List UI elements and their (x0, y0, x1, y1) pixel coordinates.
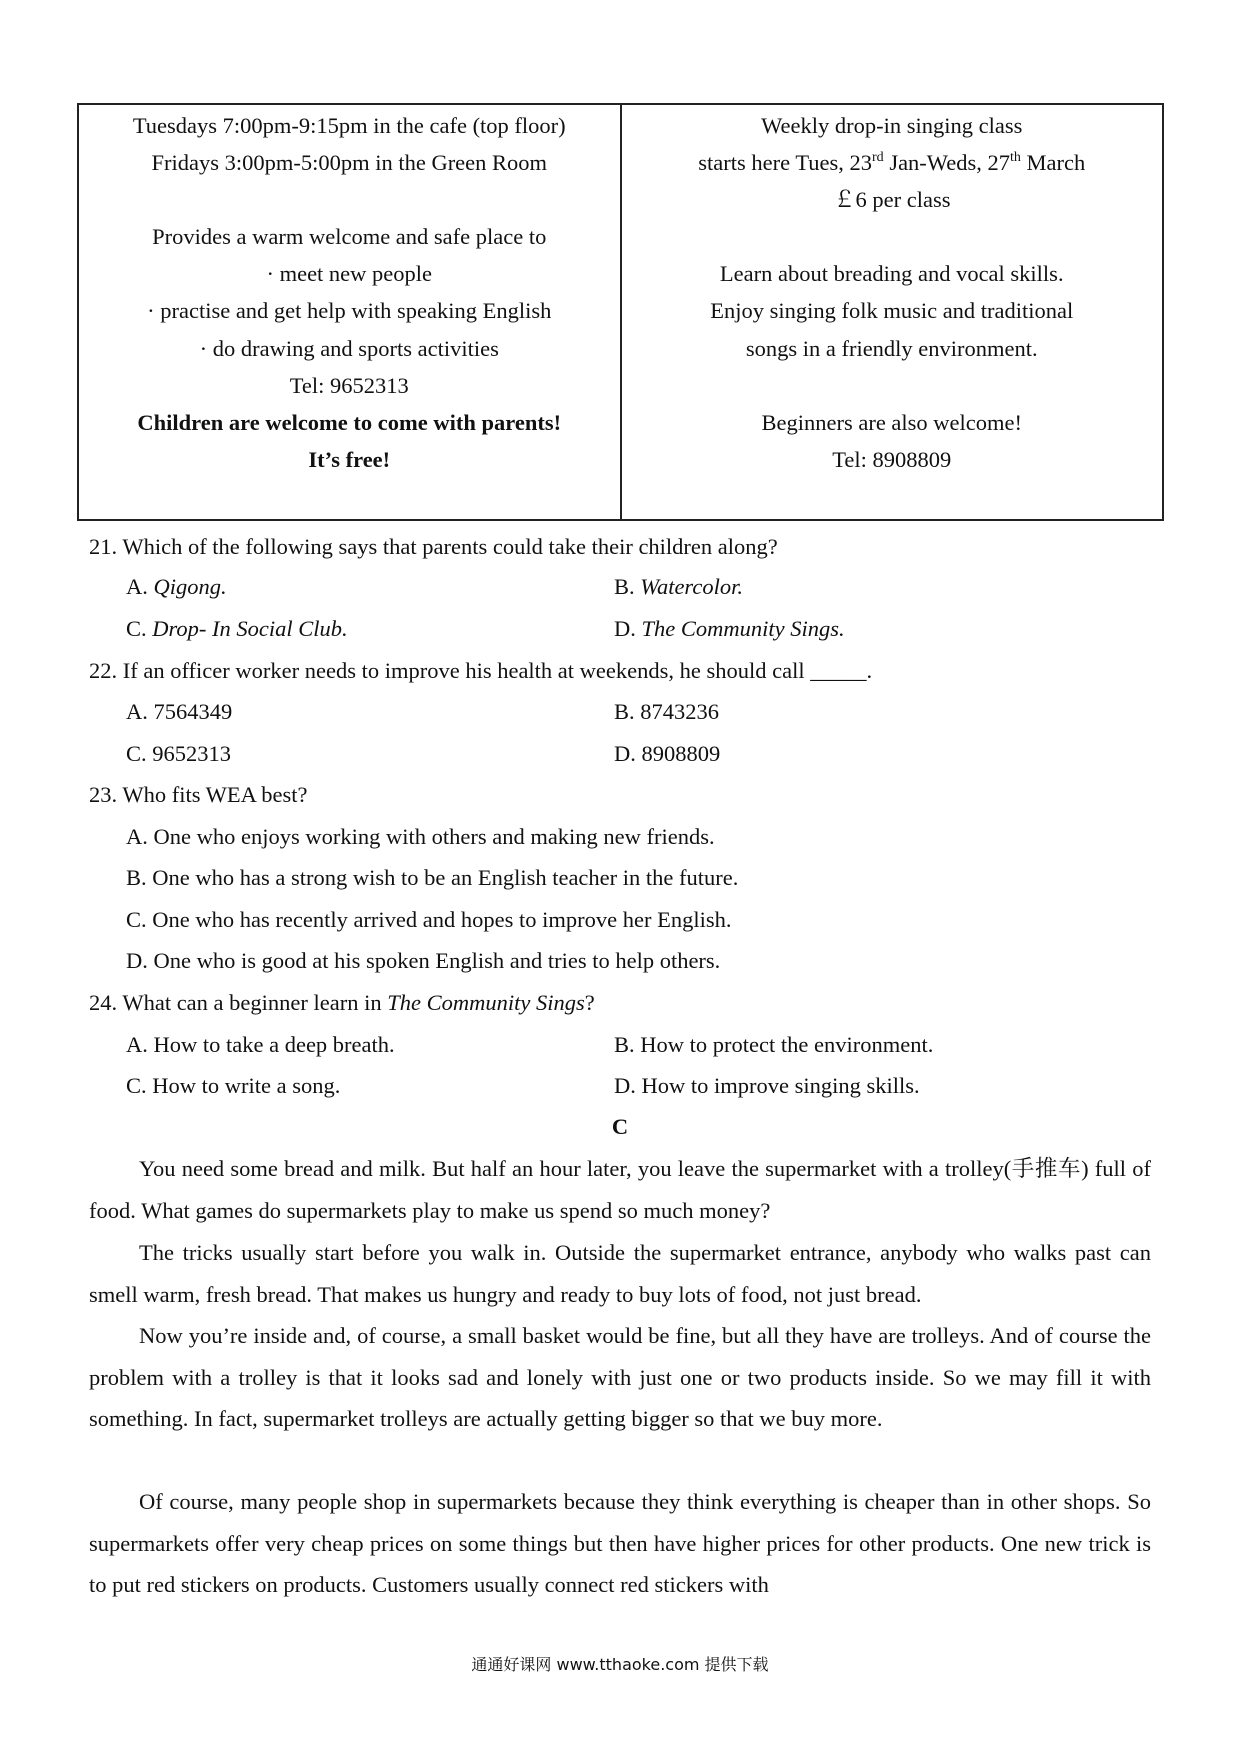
ad-line: Tel: 8908809 (832, 447, 952, 472)
question-22-option-b (614, 695, 719, 729)
ad-line: Tel: 9652313 (289, 373, 409, 398)
question-23-option-d (126, 944, 720, 978)
question-24-option-a (126, 1028, 395, 1062)
ad-dates-sup: rd (872, 150, 884, 165)
stem-text: ? (584, 990, 595, 1015)
option-text: Qigong. (153, 574, 227, 599)
option-letter: C. (126, 907, 153, 932)
question-23-option-c (126, 903, 731, 937)
option-text: Drop- In Social Club. (152, 616, 348, 641)
passage-paragraph: Of course, many people shop in supermarkets because they think everything is cheaper than in other shops. So supermarkets offer very cheap prices on some things but then have higher prices for other products. One new trick is to put red stickers on products. Customers usually connect red stickers with (89, 1489, 1151, 1597)
ad-line: Weekly drop-in singing class (761, 113, 1023, 138)
question-23-option-a (126, 820, 715, 854)
passage-paragraph: You need some bread and milk. But half an hour later, you leave the supermarket with a trolley(手推车) full of food. What games do supermarkets play to make us spend so much money? (89, 1156, 1151, 1223)
ad-dates-sup: th (1009, 150, 1021, 165)
question-24-option-c (126, 1069, 340, 1103)
ad-line: · meet new people (266, 261, 433, 286)
option-letter: D. (614, 741, 642, 766)
option-text: 8908809 (641, 741, 721, 766)
ad-line: It’s free! (308, 447, 391, 472)
option-letter: B. (614, 1032, 641, 1057)
ad-line: · practise and get help with speaking English (147, 298, 552, 323)
passage-paragraph: Now you’re inside and, of course, a small basket would be fine, but all they have are trolleys. And of course the problem with a trolley is that it looks sad and lonely with just one or two products inside. So we may fill it with something. In fact, supermarket trolleys are actually getting bigger so that we buy more. (89, 1323, 1151, 1431)
ad-price: ￡6 per class (833, 187, 951, 212)
option-text: One who is good at his spoken English and tries to help others. (153, 948, 721, 973)
question-22-stem: 22. If an officer worker needs to improve his health at weekends, he should call _____. (89, 658, 873, 683)
option-letter: A. (126, 1032, 154, 1057)
option-letter: D. (614, 616, 642, 641)
option-letter: B. (126, 865, 153, 890)
option-letter: C. (126, 616, 153, 641)
option-letter: C. (126, 1073, 153, 1098)
question-21-option-c (126, 612, 348, 646)
section-heading: C (611, 1114, 629, 1139)
ad-cell-community-sings (620, 105, 1163, 519)
ad-cell-social-club (79, 105, 620, 519)
question-21-option-b (614, 570, 743, 604)
ad-dates-middle: Jan-Weds, 27 (883, 150, 1010, 175)
option-text: The Community Sings. (641, 616, 845, 641)
option-letter: B. (614, 699, 641, 724)
ad-dates-prefix: starts here Tues, 23 (698, 150, 873, 175)
option-letter: A. (126, 824, 154, 849)
option-text: One who has a strong wish to be an English teacher in the future. (152, 865, 739, 890)
stem-text: 24. What can a beginner learn in (89, 990, 388, 1015)
question-23-stem: 23. Who fits WEA best? (89, 782, 308, 807)
option-text: How to protect the environment. (640, 1032, 934, 1057)
option-letter: A. (126, 699, 154, 724)
option-letter: A. (126, 574, 154, 599)
ad-line: Learn about breading and vocal skills. (719, 261, 1064, 286)
question-22-option-d (614, 737, 720, 771)
ad-line: Provides a warm welcome and safe place to (152, 224, 547, 249)
ad-table (77, 103, 1164, 521)
option-text: 8743236 (640, 699, 720, 724)
question-24-option-b (614, 1028, 933, 1062)
option-letter: B. (614, 574, 641, 599)
ad-line: Enjoy singing folk music and traditional (710, 298, 1074, 323)
question-24-option-d (614, 1069, 920, 1103)
option-text: One who enjoys working with others and making new friends. (153, 824, 715, 849)
footer-source: 通通好课网 www.tthaoke.com 提供下载 (471, 1655, 769, 1674)
question-22-option-a (126, 695, 232, 729)
ad-line: Beginners are also welcome! (761, 410, 1023, 435)
question-22-option-c (126, 737, 231, 771)
ad-line (79, 183, 620, 217)
ad-line: Tuesdays 7:00pm-9:15pm in the cafe (top floor) (132, 113, 566, 138)
question-24-stem (89, 986, 595, 1020)
option-text: How to improve singing skills. (641, 1073, 920, 1098)
question-21-option-a (126, 570, 227, 604)
ad-line: Children are welcome to come with parents! (137, 410, 562, 435)
option-text: 9652313 (152, 741, 232, 766)
stem-italic: The Community Sings (387, 990, 585, 1015)
ad-dates-line (622, 146, 1163, 180)
question-21-option-d (614, 612, 845, 646)
passage-paragraph: The tricks usually start before you walk in. Outside the supermarket entrance, anybody who walks past can smell warm, fresh bread. That makes us hungry and ready to buy lots of food, not just bread. (89, 1240, 1151, 1307)
option-text: How to write a song. (152, 1073, 341, 1098)
question-21-stem: 21. Which of the following says that parents could take their children along? (89, 534, 778, 559)
ad-line: · do drawing and sports activities (199, 336, 499, 361)
option-text: How to take a deep breath. (153, 1032, 395, 1057)
option-letter: D. (614, 1073, 642, 1098)
option-letter: D. (126, 948, 154, 973)
ad-line: songs in a friendly environment. (745, 336, 1038, 361)
option-text: One who has recently arrived and hopes to improve her English. (152, 907, 732, 932)
option-text: 7564349 (153, 699, 233, 724)
ad-line: Fridays 3:00pm-5:00pm in the Green Room (151, 150, 548, 175)
question-23-option-b (126, 861, 738, 895)
option-text: Watercolor. (640, 574, 743, 599)
ad-dates-suffix: March (1020, 150, 1086, 175)
option-letter: C. (126, 741, 153, 766)
